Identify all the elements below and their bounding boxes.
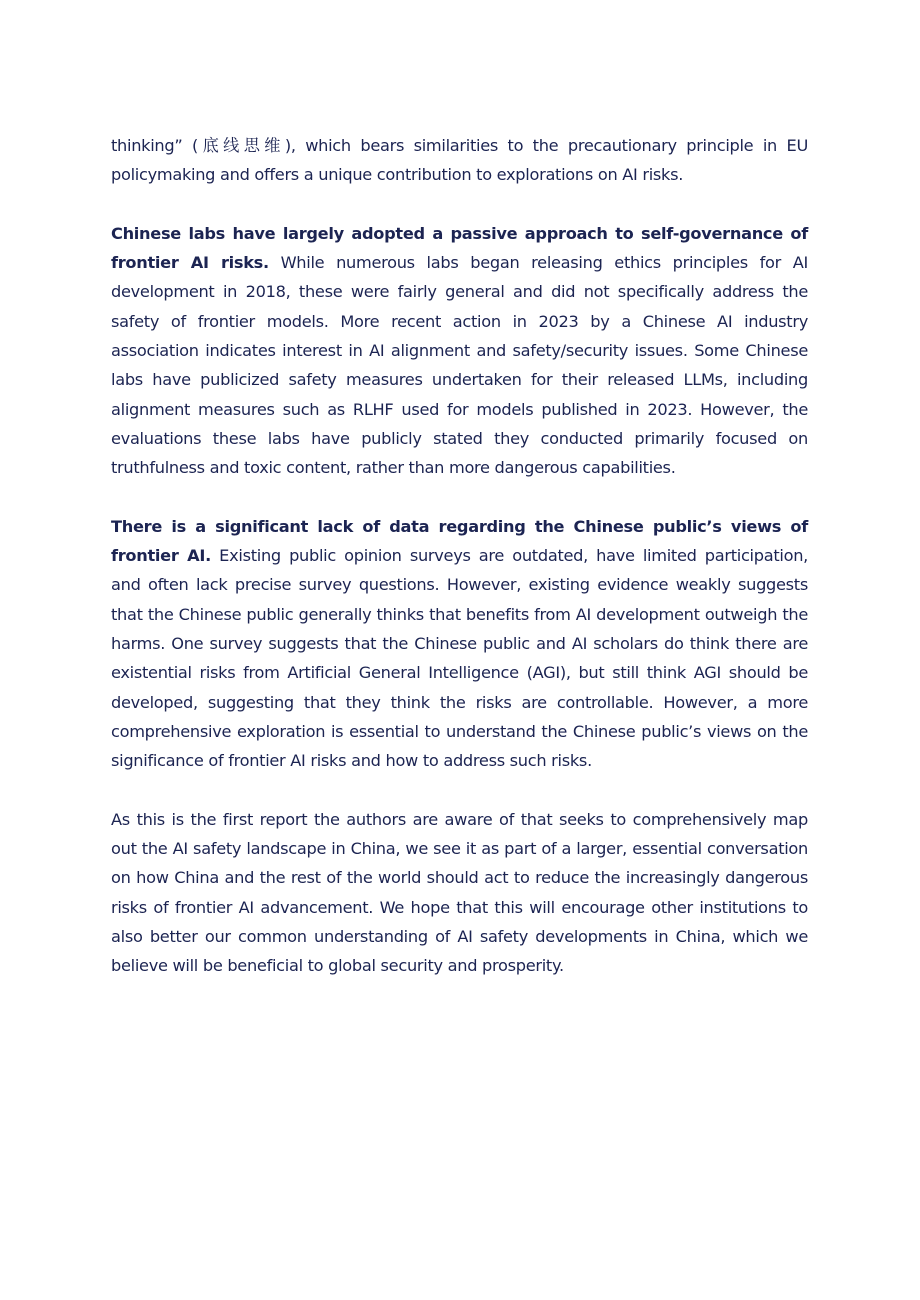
paragraph-conclusion [111,805,808,981]
paragraph-text: As this is the first report the authors are aware of that seeks to comprehensively map out the AI safety landscape in China, we see it as part of a larger, essential conversation on how China and the rest of the world should act to reduce the increasingly dangerous risks of frontier AI advancement. We hope that this will encourage other institutions to also better our common understanding of AI safety developments in China, which we believe will be beneficial to global security and prosperity. [111,809,808,976]
paragraph-text: While numerous labs began releasing ethics principles for AI development in 2018, these were fairly general and did not specifically address the safety of frontier models. More recent action in 2023 by a Chinese AI industry association indicates interest in AI alignment and safety/security issues. Some Chinese labs have publicized safety measures undertaken for their released LLMs, including alignment measures such as RLHF used for models published in 2023. However, the evaluations these labs have publicly stated they conducted primarily focused on truthfulness and toxic content, rather than more dangerous capabilities. [111,253,808,478]
paragraph-lead: Chinese labs have largely adopted a passive approach to self-governance of frontier AI risks. [111,223,808,273]
paragraph-lead: There is a significant lack of data regarding the Chinese public’s views of frontier AI. [111,516,808,566]
paragraph-bottom-line-thinking [111,131,808,190]
paragraph-text: Existing public opinion surveys are outdated, have limited participation, and often lack precise survey questions. However, existing evidence weakly suggests that the Chinese public generally thinks that benefits from AI development outweigh the harms. One survey suggests that the Chinese public and AI scholars do think there are existential risks from Artificial General Intelligence (AGI), but still think AGI should be developed, suggesting that they think the risks are controllable. However, a more comprehensive exploration is essential to understand the Chinese public’s views on the significance of frontier AI risks and how to address such risks. [111,546,809,771]
paragraph-public-views [111,512,808,776]
paragraph-text: thinking” (底线思维), which bears similarities to the precautionary principle in EU policymaking and offers a unique contribution to explorations on AI risks. [111,136,808,185]
paragraph-chinese-labs [111,219,808,483]
document-page [111,131,808,1010]
